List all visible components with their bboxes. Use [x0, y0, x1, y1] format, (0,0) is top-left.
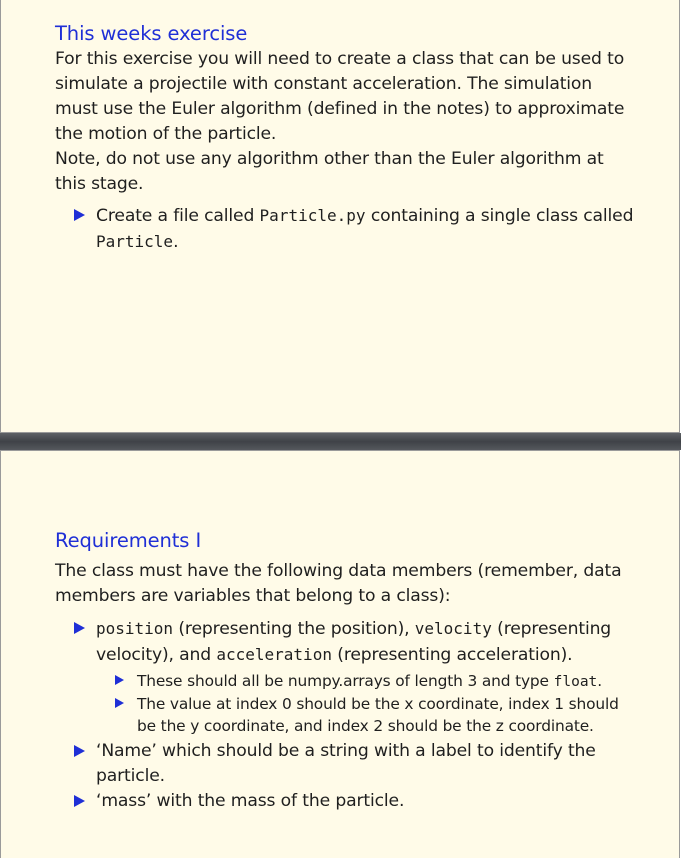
- slide-title: Requirements I: [55, 529, 202, 552]
- sub-bullet-triangle-icon: [115, 675, 124, 685]
- slide-body: [55, 559, 635, 814]
- sub-bullet-list: [96, 670, 635, 737]
- paragraph-note: Note, do not use any algorithm other than the Euler algorithm at this stage.: [55, 149, 604, 194]
- list-item: [55, 616, 635, 737]
- bullet-triangle-icon: [74, 622, 85, 634]
- bullet-list: [55, 203, 635, 255]
- bullet-triangle-icon: [74, 795, 85, 807]
- list-item: [55, 739, 635, 789]
- sub-list-item: [96, 693, 635, 737]
- slide-body: [55, 47, 635, 255]
- list-item: [55, 203, 635, 255]
- sub-bullet-text: These should all be numpy.arrays of length 3 and type: [137, 672, 554, 690]
- list-item: [55, 789, 635, 814]
- bullet-text: (representing the position),: [173, 619, 415, 639]
- slide-requirements: [0, 450, 680, 858]
- code-position: position: [96, 619, 174, 638]
- sub-bullet-triangle-icon: [115, 698, 124, 708]
- code-velocity: velocity: [414, 619, 492, 638]
- code-filename: Particle.py: [259, 206, 366, 225]
- bullet-text: ‘mass’ with the mass of the particle.: [96, 791, 405, 811]
- bullet-triangle-icon: [74, 745, 85, 757]
- paragraph-intro: The class must have the following data members (remember, data members are variables that belong to a class):: [55, 561, 622, 606]
- slide-title: This weeks exercise: [55, 22, 248, 45]
- code-float: float: [553, 674, 598, 690]
- slide-divider: [0, 433, 681, 450]
- sub-bullet-text: .: [597, 672, 603, 690]
- bullet-text: containing a single class called: [365, 206, 634, 226]
- bullet-text: .: [173, 232, 179, 252]
- bullet-triangle-icon: [74, 209, 85, 221]
- sub-bullet-text: The value at index 0 should be the x coordinate, index 1 should be the y coordinate, and index 2 should be the z coordinate.: [137, 695, 619, 735]
- code-classname: Particle: [96, 232, 174, 251]
- sub-list-item: [96, 670, 635, 693]
- bullet-text: (representing acceleration).: [331, 645, 573, 665]
- bullet-list: [55, 616, 635, 814]
- bullet-text: ‘Name’ which should be a string with a label to identify the particle.: [96, 741, 596, 786]
- code-acceleration: acceleration: [216, 645, 332, 664]
- bullet-text: (representing velocity), and: [96, 619, 612, 665]
- paragraph-description: For this exercise you will need to create a class that can be used to simulate a projectile with constant acceleration. The simulation must use the Euler algorithm (defined in the notes) to approximate the motion of the particle.: [55, 49, 625, 144]
- bullet-text: Create a file called: [96, 206, 260, 226]
